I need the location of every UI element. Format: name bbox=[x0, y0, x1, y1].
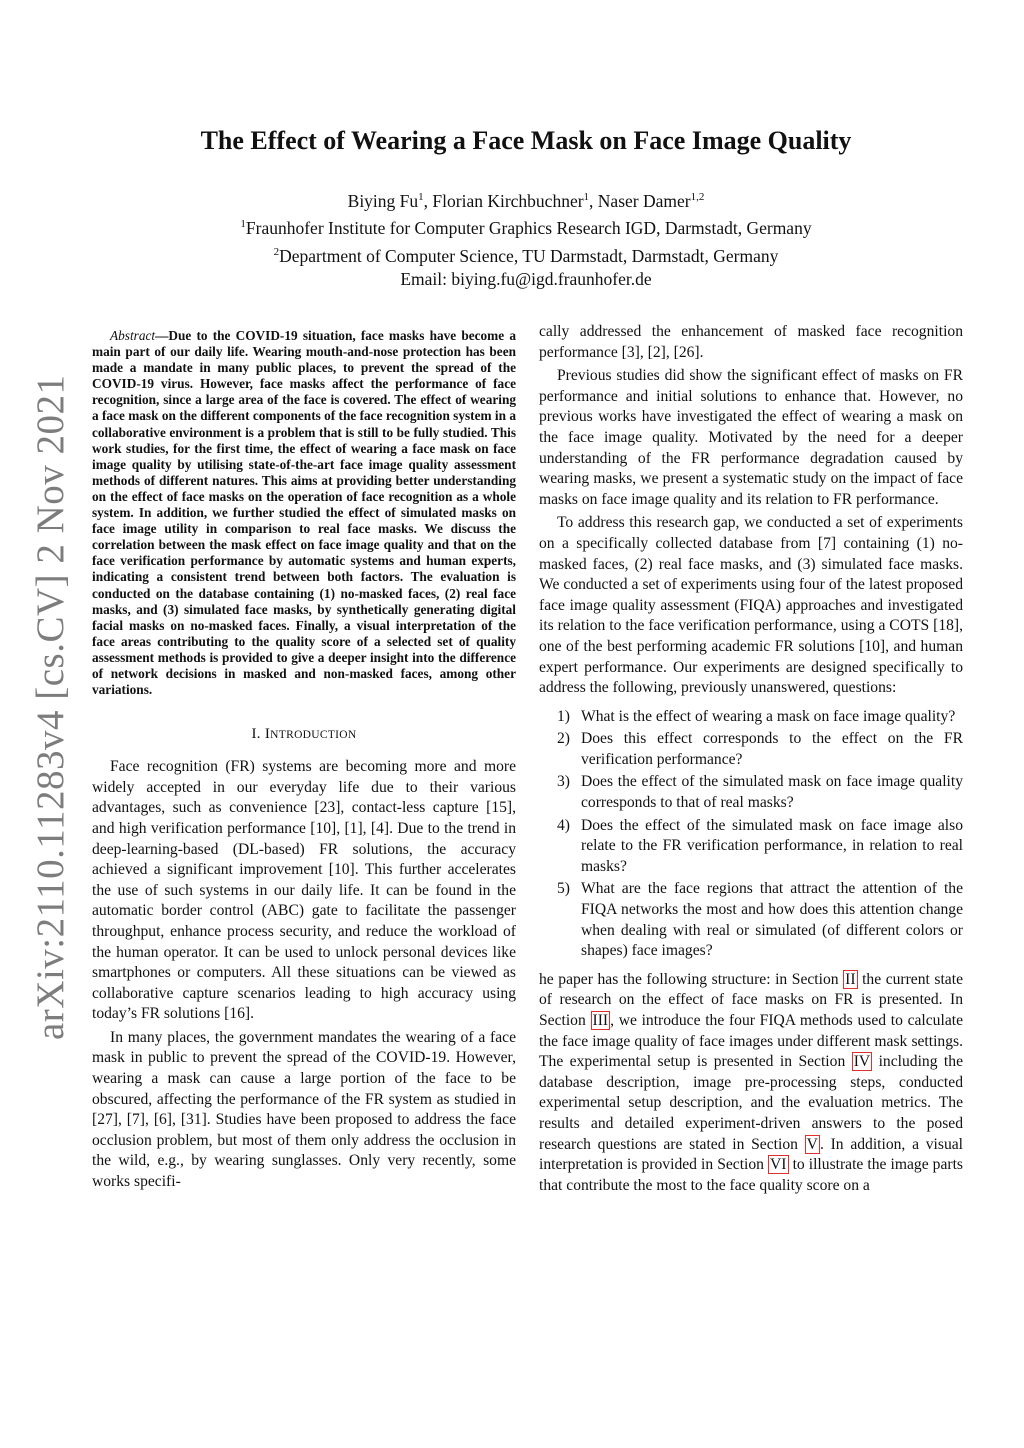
body-paragraph: In many places, the government mandates the wearing of a face mask in public to prevent the spread of the COVID-19. However, wearing a mask can cause a large portion of the face to be obscured, affecting the performance of the FR system as studied in [27], [7], [6], [31]. Studies have been proposed to address the face occlusion problem, but most of them only address the occlusion in the wild, e.g., by wearing sunglasses. Only very recently, some works specifi- bbox=[92, 1028, 516, 1191]
section-link[interactable]: VI bbox=[770, 1156, 787, 1174]
left-column bbox=[92, 322, 516, 1196]
affiliation-mark: 1 bbox=[418, 191, 424, 203]
author-block bbox=[90, 186, 962, 291]
author-name: Naser Damer bbox=[597, 190, 691, 211]
section-link[interactable]: IV bbox=[853, 1053, 871, 1071]
affiliation-mark: 1 bbox=[583, 191, 590, 203]
body-paragraph: To address this research gap, we conducted a set of experiments on a specifically collected database from [7] containing (1) no-masked faces, (2) real face masks, and (3) simulated face masks. We conducted a set of experiments using four of the latest proposed face image quality assessment (FIQA) approaches and investigated its relation to the face verification performance, using a COTS [18], one of the best performing academic FR solutions [10], and human expert performance. Our experiments are designed specifically to address the following, previously unanswered, questions: bbox=[539, 514, 963, 697]
affiliation-line: $^1$Fraunhofer Institute for Computer Graphics Research IGD, Darmstadt, Germany bbox=[240, 218, 812, 239]
author-names: Biying Fu$^1$, Florian Kirchbuchner$^1$, Naser Damer$^{1,2}$ bbox=[347, 190, 705, 211]
list-item: 3) Does the effect of the simulated mask on face image quality corresponds to that of real masks? bbox=[557, 773, 963, 812]
paper-title: The Effect of Wearing a Face Mask on Face Image Quality bbox=[200, 126, 852, 155]
body-paragraph: Previous studies did show the significant effect of masks on FR performance and initial solutions to enhance that. However, no previous works have investigated the effect of wearing a mask on the face image quality. Motivated by the need for a deeper understanding of the FR performance degradation caused by wearing masks, we present a systematic study on the impact of face masks on face image quality and its relation to FR performance. bbox=[539, 367, 963, 508]
author-name: Florian Kirchbuchner bbox=[432, 190, 584, 211]
list-item: 1) What is the effect of wearing a mask on face image quality? bbox=[557, 707, 956, 725]
section-link[interactable]: III bbox=[592, 1012, 609, 1029]
list-item: 4) Does the effect of the simulated mask on face image also relate to the FR verification performance, in relation to real masks? bbox=[557, 816, 963, 875]
body-paragraph: cally addressed the enhancement of masked face recognition performance [3], [2], [26]. bbox=[539, 323, 963, 361]
body-paragraph: Face recognition (FR) systems are becoming more and more widely accepted in our everyday life due to their various advantages, such as convenience [23], contact-less capture [15], and high verification performance [10], [1], [4]. Due to the trend in deep-learning-based (DL-based) FR solutions, the accuracy achieved a significant improvement [10]. This further accelerates the use of such systems in our daily life. It can be found in the automatic border control (ABC) gate to facilitate the passenger throughput, enhance process security, and reduce the workload of the human operator. It can be used to unlock personal devices like smartphones or computers. All these situations can be viewed as collaborative capture scenarios leading to high accuracy using today’s FR solutions [16]. bbox=[92, 758, 516, 1023]
right-column bbox=[539, 322, 963, 1199]
research-questions-list bbox=[539, 707, 963, 962]
body-paragraph: he paper has the following structure: in Section II the current state of research on the effect of face masks on FR is presented. In Section III , we introduce the four FIQA methods used to calculate the face image quality of face images under different mask settings. The experimental setup is presented in Section IV including the database description, image pre-processing steps, conducted experimental setup description, and the evaluation metrics. The results and detailed experiment-driven answers to the posed research questions are stated in Section V . In addition, a visual interpretation is provided in Section VI to illustrate the image parts that contribute the most to the face quality score on a bbox=[539, 970, 963, 1194]
section-heading-introduction: I. INTRODUCTION bbox=[251, 726, 357, 743]
abstract-text: Due to the COVID-19 situation, face masks have become a main part of our daily life. Wearing mouth-and-nose protection has been made a mandate in many public places, to prevent the spread of the COVID-19 virus. However, face masks affect the performance of face recognition, since a large area of the face is covered. The effect of wearing a face mask on the different components of the face recognition system in a collaborative environment is a problem that is still to be fully studied. This work studies, for the first time, the effect of wearing a face mask on face image quality by utilising state-of-the-art face image quality assessment methods of different natures. This aims at providing better understanding on the effect of face masks on the operation of face recognition as a whole system. In addition, we further studied the effect of simulated masks on face image utility in comparison to real face masks. We discuss the correlation between the mask effect on face image quality and that on the face verification performance by automatic systems and human experts, indicating a consistent trend between both factors. The evaluation is conducted on the database containing (1) no-masked faces, (2) real face masks, and (3) simulated face masks, by synthetically generating digital facial masks on no-masked faces. Finally, a visual interpretation of the face areas contributing to the quality score of a selected set of quality assessment methods is provided to give a deeper insight into the difference of network decisions in masked and non-masked faces, among other variations. bbox=[92, 328, 516, 698]
arxiv-identifier-stamp: arXiv:2110.11283v4 [cs.CV] 2 Nov 2021 bbox=[29, 374, 72, 1040]
list-item: 5) What are the face regions that attract the attention of the FIQA networks the most and how does this attention change when dealing with real or simulated (of different colors or shapes) face images? bbox=[557, 880, 963, 960]
section-link[interactable]: V bbox=[806, 1135, 818, 1153]
section-link[interactable]: II bbox=[845, 970, 856, 988]
affiliation-mark: 1,2 bbox=[690, 191, 705, 203]
abstract: Abstract—Due to the COVID-19 situation, face masks have become a main part of our daily life. Wearing mouth-and-nose protection has been made a mandate in many public places, to prevent the spread of the COVID-19 virus. However, face masks affect the performance of face recognition, since a large area of the face is covered. The effect of wearing a face mask on the different components of the face recognition system in a collaborative environment is a problem that is still to be fully studied. This work studies, for the first time, the effect of wearing a face mask on face image quality by utilising state-of-the-art face image quality assessment methods of different natures. This aims at providing better understanding on the effect of face masks on the operation of face recognition as a whole system. In addition, we further studied the effect of simulated masks on face image utility in comparison to real face masks. We discuss the correlation between the mask effect on face image quality and that on the face verification performance by automatic systems and human experts, indicating a consistent trend between both factors. The evaluation is conducted on the database containing (1) no-masked faces, (2) real face masks, and (3) simulated face masks, by synthetically generating digital facial masks on no-masked faces. Finally, a visual interpretation of the face areas contributing to the quality score of a selected set of quality assessment methods is provided to give a deeper insight into the difference of network decisions in masked and non-masked faces, among other variations. bbox=[92, 328, 516, 698]
list-item: 2) Does this effect corresponds to the effect on the FR verification performance? bbox=[557, 730, 963, 768]
author-email: Email: biying.fu@igd.fraunhofer.de bbox=[400, 268, 652, 289]
affiliation-line: $^2$Department of Computer Science, TU Darmstadt, Darmstadt, Germany bbox=[273, 245, 779, 266]
abstract-label: Abstract bbox=[110, 328, 156, 343]
author-name: Biying Fu bbox=[347, 190, 419, 211]
